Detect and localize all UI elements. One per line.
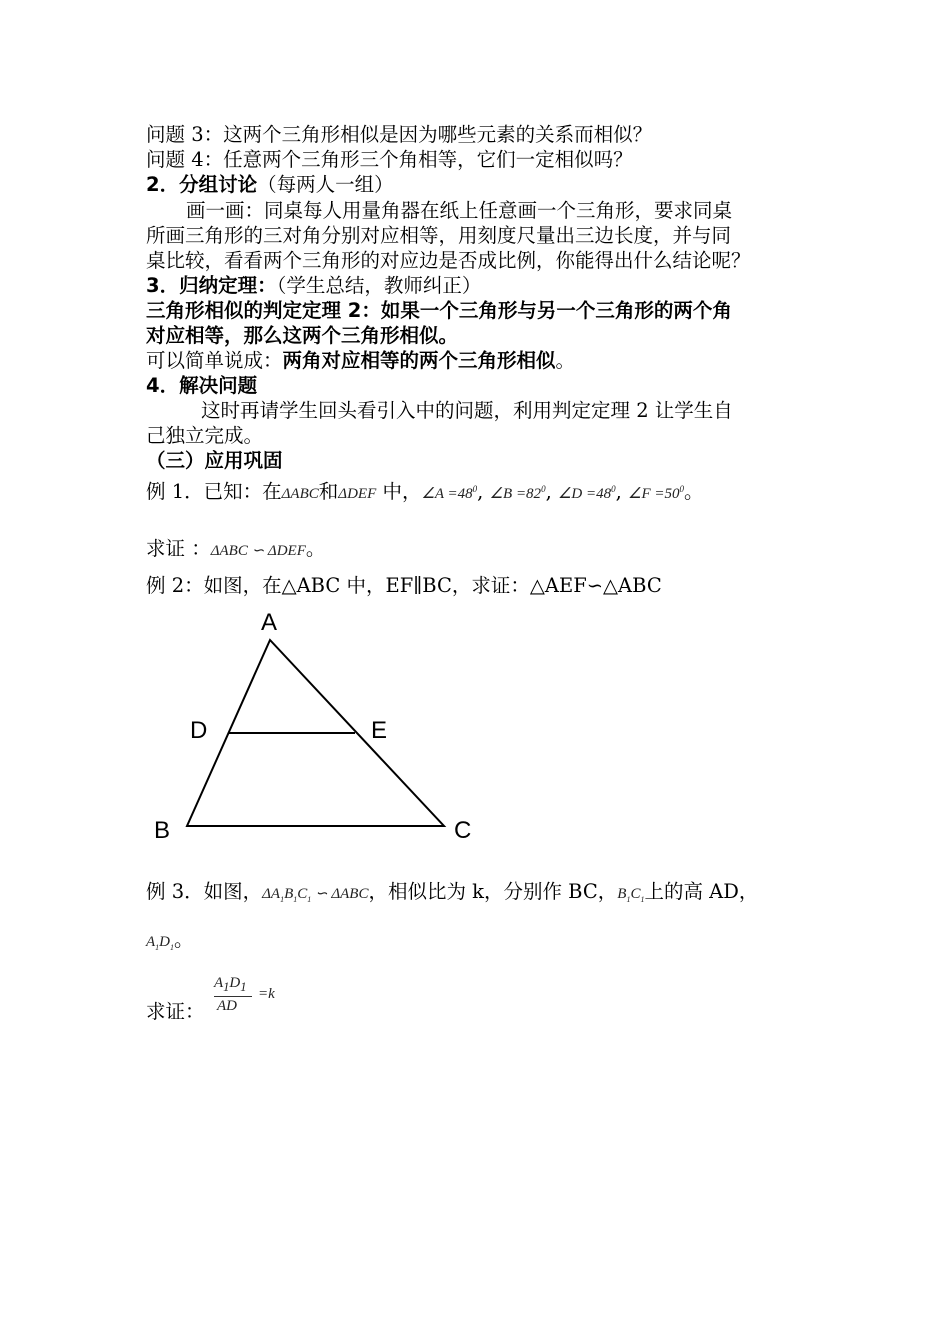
section-3-title: 3．归纳定理：: [146, 274, 277, 297]
question-3: 问题 3：这两个三角形相似是因为哪些元素的关系而相似？: [146, 123, 653, 146]
math-triangle-abc: ΔABC: [281, 486, 319, 502]
subscript: 1: [626, 895, 631, 904]
math-triangle-def: ΔDEF: [338, 486, 377, 502]
example-3-prefix: 例 3．如图，: [146, 880, 263, 903]
math-text: A: [146, 934, 156, 950]
example-2: 例 2：如图，在△ABC 中，EF∥BC，求证：△AEF∽△ABC: [146, 574, 662, 597]
label-b: B: [154, 817, 171, 844]
fraction-denominator: AD: [217, 998, 237, 1014]
subscript: 1: [155, 943, 160, 952]
math-text: D: [229, 975, 241, 991]
section-2-heading: [146, 173, 394, 197]
angle-a-text: ∠A =48: [421, 486, 473, 502]
math-similar-abc-def: ΔABC ∽ ΔDEF: [210, 543, 306, 559]
subscript: 1: [240, 980, 247, 994]
summary-period: 。: [555, 349, 576, 372]
math-angle-a: [421, 486, 477, 502]
subscript: 1: [307, 895, 312, 904]
draw-paragraph-line-1: 画一画：同桌每人用量角器在纸上任意画一个三角形，要求同桌: [186, 199, 733, 222]
label-c: C: [454, 817, 472, 844]
solve-line-1: 这时再请学生回头看引入中的问题，利用判定定理 2 让学生自: [201, 399, 733, 422]
section-3-note: （学生总结，教师纠正）: [276, 274, 482, 297]
example-3-line-2: [146, 928, 194, 960]
degree-mark: 0: [611, 484, 616, 494]
subscript: 1: [293, 895, 298, 904]
math-segment-a1d1: [146, 934, 174, 950]
example-3-end: 上的高 AD，: [644, 880, 759, 903]
example-1-and: 和: [318, 480, 339, 503]
example-1-middle: 中，: [382, 480, 422, 503]
prove-1-prefix: 求证 ：: [146, 537, 211, 560]
theorem-line-2: 对应相等，那么这两个三角形相似。: [146, 324, 459, 347]
math-text: D: [159, 934, 171, 950]
example-3-period: 。: [174, 928, 194, 951]
example-1-period: 。: [684, 480, 704, 503]
section-2-note: （每两人一组）: [257, 173, 394, 196]
math-segment-b1c1: [617, 886, 644, 902]
section-2-title: 2．分组讨论: [146, 173, 258, 196]
math-text: A: [214, 975, 224, 991]
section-application-heading: （三）应用巩固: [146, 449, 283, 472]
example-1-prefix: 例 1．已知：在: [146, 480, 282, 503]
question-4: 问题 4：任意两个三角形三个角相等，它们一定相似吗？: [146, 148, 633, 171]
math-text: C: [297, 886, 308, 902]
prove-3-prefix: 求证：: [146, 1000, 205, 1023]
label-e: E: [371, 717, 388, 744]
degree-mark: 0: [472, 484, 478, 494]
math-similar-a1b1c1-abc: [262, 886, 368, 902]
example-3-middle: ，相似比为 k，分别作 BC，: [368, 880, 618, 903]
angle-d-text: ∠D =48: [557, 486, 612, 502]
draw-paragraph-line-3: 桌比较，看看两个三角形的对应边是否成比例，你能得出什么结论呢？: [146, 249, 751, 272]
math-angle-f: [628, 486, 684, 502]
fraction-numerator: [214, 975, 247, 995]
angle-b-text: ∠B =82: [489, 486, 542, 502]
math-text: ΔA: [262, 886, 281, 902]
fraction-equals-k: =k: [258, 986, 275, 1002]
section-3-heading: [146, 274, 481, 298]
summary-prefix: 可以简单说成：: [146, 349, 283, 372]
math-ratio-a1d1-over-ad: [214, 975, 294, 1020]
math-text: ∽ ΔABC: [311, 886, 369, 902]
label-d: D: [190, 717, 208, 744]
example-3: [146, 880, 758, 912]
theorem-summary: [146, 349, 575, 373]
section-4-heading: 4．解决问题: [146, 374, 258, 397]
math-text: B: [617, 886, 627, 902]
fraction-bar: [214, 996, 252, 997]
theorem-line-1: 三角形相似的判定定理 2：如果一个三角形与另一个三角形的两个角: [146, 299, 732, 322]
subscript: 1: [280, 895, 285, 904]
degree-mark: 0: [541, 484, 546, 494]
math-text: C: [630, 886, 641, 902]
subscript: 1: [223, 980, 230, 994]
subscript: 1: [640, 895, 645, 904]
prove-1: [146, 537, 325, 563]
math-angle-b: [490, 486, 546, 502]
triangle-figure: [140, 600, 500, 850]
math-angle-d: [558, 486, 616, 502]
math-text: B: [284, 886, 294, 902]
solve-line-2: 己独立完成。: [146, 424, 264, 447]
degree-mark: 0: [679, 484, 685, 494]
angle-f-text: ∠F =50: [628, 486, 680, 502]
prove-1-period: 。: [305, 537, 326, 560]
example-1: 例 1．已知：在ΔABC和ΔDEF 中，∠A $=48^0$, ∠B $=82^0$, ∠D $=48^0$, ∠F $=50^0$。: [146, 480, 704, 503]
label-a: A: [261, 609, 278, 636]
summary-statement: 两角对应相等的两个三角形相似: [282, 349, 556, 372]
subscript: 1: [170, 943, 175, 952]
draw-paragraph-line-2: 所画三角形的三对角分别对应相等，用刻度尺量出三边长度，并与同: [146, 224, 732, 247]
